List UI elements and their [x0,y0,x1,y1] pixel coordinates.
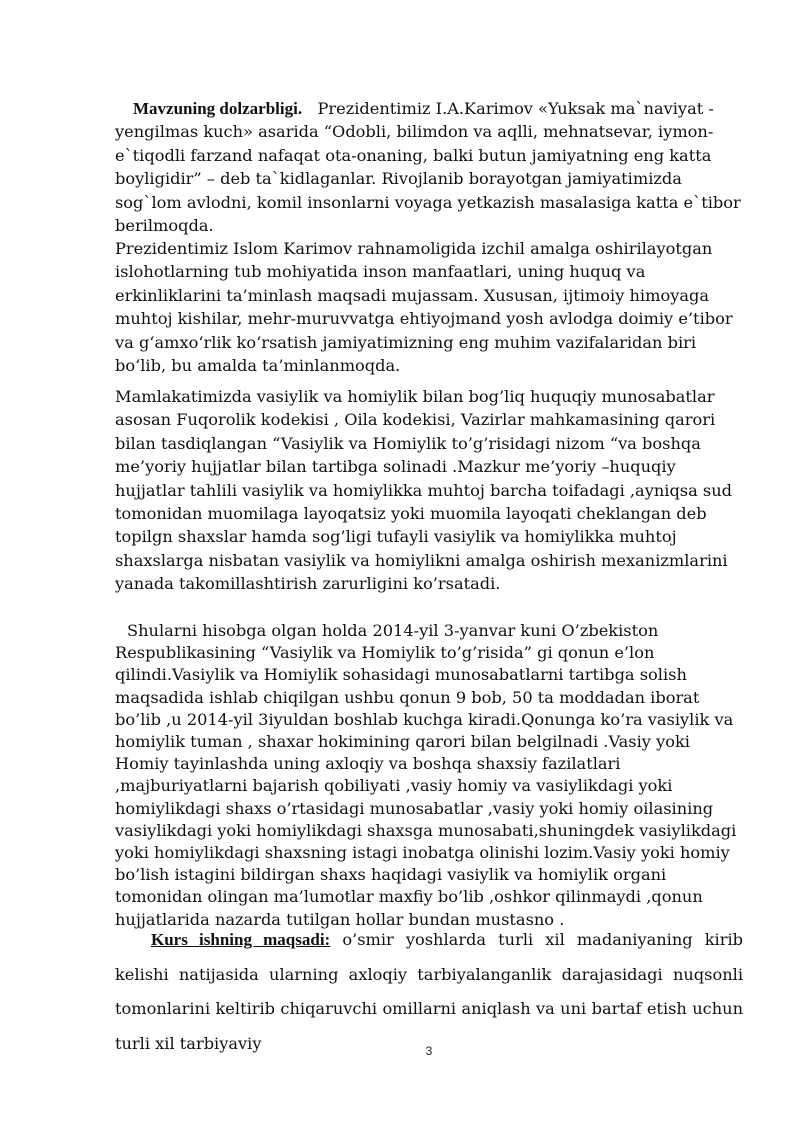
guardianship-law-paragraph: Shularni hisobga olgan holda 2014-yil 3-yanvar kuni O’zbekiston Respublikasining “Vasiylik va Homiylik to’g’risida” gi qonun e’lon qilindi.Vasiylik va Homiylik sohasidagi munosabatlarni tartibga solish maqsadida ishlab chiqilgan ushbu qonun 9 bob, 50 ta moddadan iborat bo’lib ,u 2014-yil 3iyuldan boshlab kuchga kiradi.Qonunga ko’ra vasiylik va homiylik tuman , shaxar hokimining qarori bilan belgilnadi .Vasiy yoki Homiy tayinlashda uning axloqiy va boshqa shaxsiy fazilatlari ,majburiyatlarni bajarish qobiliyati ,vasiy homiy va vasiylikdagi yoki homiylikdagi shaxs o’rtasidagi munosabatlar ,vasiy yoki homiy oilasining vasiylikdagi yoki homiylikdagi shaxsga munosabati,shuningdek vasiylikdagi yoki homiylikdagi shaxsning istagi inobatga olinishi lozim.Vasiy yoki homiy bo’lish istagini bildirgan shaxs haqidagi vasiylik va homiylik organi tomonidan olingan ma’lumotlar maxfiy bo’lib ,oshkor qilinmaydi ,qonun hujjatlarida nazarda tutilgan hollar bundan mustasno . [115,621,737,929]
course-goal-text: o’smir yoshlarda turli xil madaniyaning kirib kelishi natijasida ularning axloqiy tarbiyalanganlik darajasidagi nuqsonli tomonlarini keltirib chiqaruvchi omillarni aniqlash va uni bartaf etish uchun turli xil tarbiyaviy [115,930,743,1053]
course-goal-paragraph [115,923,743,1061]
reforms-paragraph: Prezidentimiz Islom Karimov rahnamoligida izchil amalga oshirilayotgan islohotlarning tub mohiyatida inson manfaatlari, uning huquq va erkinliklarini ta’minlash maqsadi mujassam. Xususan, ijtimoiy himoyaga muhtoj kishilar, mehr-muruvvatga ehtiyojmand yosh avlodga doimiy e’tibor va g‘amxo‘rlik ko‘rsatish jamiyatimizning eng muhim vazifalaridan biri bo‘lib, bu amalda ta’minlanmoqda. [115,239,733,376]
relevance-paragraph [115,97,743,237]
course-goal-heading: Kurs ishning maqsadi: [151,930,331,949]
page-number: 3 [425,1044,433,1058]
legal-framework-paragraph: Mamlakatimizda vasiylik va homiylik bilan bog’liq huquqiy munosabatlar asosan Fuqorolik kodekisi , Oila kodekisi, Vazirlar mahkamasining qarori bilan tasdiqlangan “Vasiylik va Homiylik to’g’risidagi nizom “va boshqa me’yoriy hujjatlar bilan tartibga solinadi .Mazkur me’yoriy –huquqiy hujjatlar tahlili vasiylik va homiylikka muhtoj barcha toifadagi ,ayniqsa sud tomonidan muomilaga layoqatsiz yoki muomila layoqati cheklangan deb topilgn shaxslar hamda sog’ligi tufayli vasiylik va homiylikka muhtoj shaxslarga nisbatan vasiylik va homiylikni amalga oshirish mexanizmlarini yanada takomillashtirish zarurligini ko’rsatadi. [115,387,733,594]
relevance-text: Prezidentimiz I.A.Karimov «Yuksak ma`naviyat - yengilmas kuch» asarida “Odobli, bilimdon va aqlli, mehnatsevar, iymon-e`tiqodli farzand nafaqat ota-onaning, balki butun jamiyatning eng katta boyligidir” – deb ta`kidlaganlar. Rivojlanib borayotgan jamiyatimizda sog`lom avlodni, komil insonlarni voyaga yetkazish masalasiga katta e`tibor berilmoqda. [115,99,741,236]
relevance-heading: Mavzuning dolzarbligi. [133,99,303,118]
